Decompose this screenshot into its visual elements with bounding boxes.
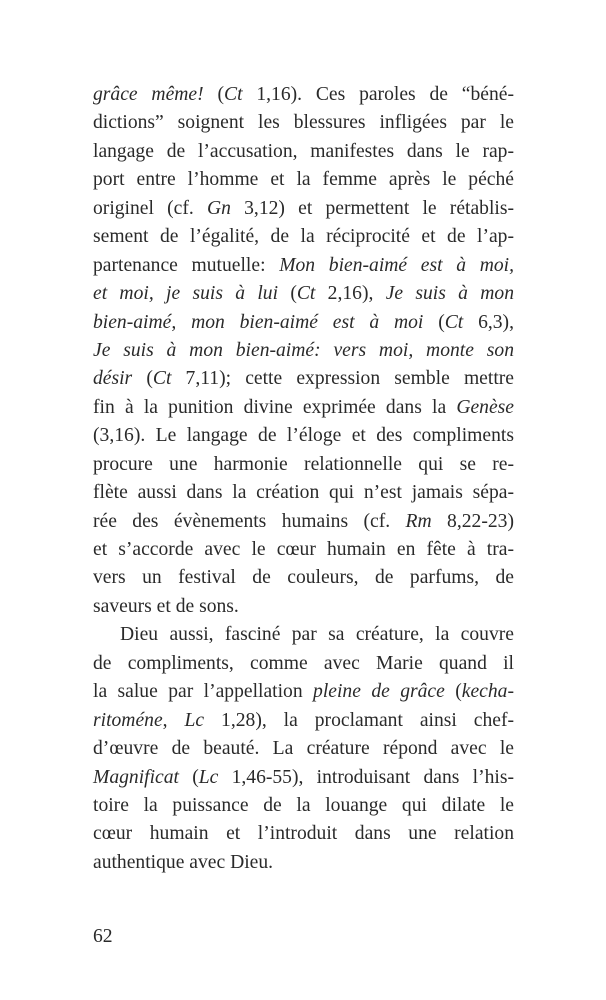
italic-text: Gn	[206, 197, 231, 219]
text-line	[93, 593, 514, 621]
italic-text: Je suis à mon	[385, 283, 514, 305]
body-text	[93, 81, 514, 877]
page-number: 62	[93, 926, 113, 947]
text-line	[93, 451, 514, 479]
text-segment: 1,28), la proclamant ainsi chef-	[204, 709, 515, 731]
text-line	[93, 422, 514, 450]
text-line	[93, 252, 514, 280]
italic-text: Ct	[152, 368, 172, 390]
text-segment: la salue par l’appellation	[93, 681, 314, 703]
italic-text: Ct	[444, 311, 464, 333]
italic-text: Magnificat	[93, 766, 179, 788]
text-segment: 2,16),	[315, 283, 386, 305]
text-line	[93, 479, 514, 507]
italic-text: et moi, je suis à lui	[93, 283, 279, 305]
text-line	[93, 508, 514, 536]
italic-text: bien-aimé, mon bien-aimé est à moi	[93, 311, 424, 333]
text-segment: 8,22-23)	[431, 510, 514, 532]
text-line	[93, 166, 514, 194]
text-segment: port entre l’homme et la femme après le péché	[93, 169, 514, 191]
text-segment: de compliments, comme avec Marie quand il	[93, 652, 514, 674]
text-segment: (	[423, 311, 445, 333]
text-segment: saveurs et de sons.	[93, 595, 239, 617]
text-segment: 1,46-55), introduisant dans l’his-	[218, 766, 514, 788]
text-segment: authentique avec Dieu.	[93, 851, 274, 873]
text-segment: 6,3),	[463, 311, 514, 333]
text-line	[93, 394, 514, 422]
text-segment: procure une harmonie relationnelle qui se re-	[93, 453, 514, 475]
text-line	[93, 707, 514, 735]
text-segment: (	[132, 368, 153, 390]
text-segment: (	[278, 283, 297, 305]
italic-text: Rm	[405, 510, 432, 532]
italic-text: Ct	[296, 283, 316, 305]
text-line	[93, 564, 514, 592]
text-line	[93, 365, 514, 393]
italic-text: Lc	[184, 709, 205, 731]
italic-text: kecha-	[461, 681, 514, 703]
text-segment: dictions” soignent les blessures infligées par le	[93, 112, 514, 134]
text-line	[93, 621, 514, 649]
text-segment: d’œuvre de beauté. La créature répond avec le	[93, 738, 514, 760]
italic-text: Ct	[224, 84, 243, 105]
italic-text: Lc	[198, 766, 219, 788]
text-line	[93, 109, 514, 137]
text-line	[93, 849, 514, 877]
text-segment: 3,12) et permettent le rétablis-	[230, 197, 514, 219]
text-segment: (3,16). Le langage de l’éloge et des compliments	[93, 425, 514, 447]
italic-text: ritoméne	[93, 709, 163, 731]
text-line	[93, 536, 514, 564]
text-segment: (	[178, 766, 199, 788]
text-line	[93, 650, 514, 678]
text-segment: 7,11); cette expression semble mettre	[171, 368, 514, 390]
italic-text: désir	[93, 368, 133, 390]
italic-text: Je suis à mon bien-aimé: vers moi, monte son	[93, 339, 514, 361]
text-line	[93, 792, 514, 820]
text-line	[93, 820, 514, 848]
text-segment: Dieu aussi, fasciné par sa créature, la couvre	[120, 624, 514, 646]
text-line	[93, 223, 514, 251]
text-line	[93, 81, 514, 109]
text-segment: (	[203, 84, 224, 105]
text-line	[93, 337, 514, 365]
text-line	[93, 735, 514, 763]
text-segment: toire la puissance de la louange qui dilate le	[93, 794, 514, 816]
italic-text: Genèse	[456, 396, 514, 418]
italic-text: grâce même!	[93, 84, 204, 105]
text-line	[93, 195, 514, 223]
text-segment: fin à la punition divine exprimée dans la	[93, 396, 457, 418]
text-segment: 1,16). Ces paroles de “béné-	[242, 84, 514, 105]
text-segment: rée des évènements humains (cf.	[93, 510, 406, 532]
text-segment: cœur humain et l’introduit dans une relation	[93, 823, 514, 845]
text-segment: langage de l’accusation, manifestes dans le rap-	[93, 140, 514, 162]
text-line	[93, 678, 514, 706]
text-segment: flète aussi dans la création qui n’est jamais sépa-	[93, 482, 514, 504]
text-segment: et s’accorde avec le cœur humain en fête à tra-	[93, 539, 514, 560]
text-line	[93, 280, 514, 308]
text-line	[93, 764, 514, 792]
text-segment: originel (cf.	[93, 197, 207, 219]
text-segment: partenance mutuelle:	[93, 254, 280, 276]
text-line	[93, 138, 514, 166]
italic-text: Mon bien-aimé est à moi,	[279, 254, 514, 276]
italic-text: pleine de grâce	[313, 681, 445, 703]
text-segment: (	[444, 681, 462, 703]
text-segment: ,	[162, 709, 185, 731]
text-segment: sement de l’égalité, de la réciprocité et de l’ap-	[93, 226, 514, 248]
text-line	[93, 309, 514, 337]
text-segment: vers un festival de couleurs, de parfums, de	[93, 567, 514, 589]
